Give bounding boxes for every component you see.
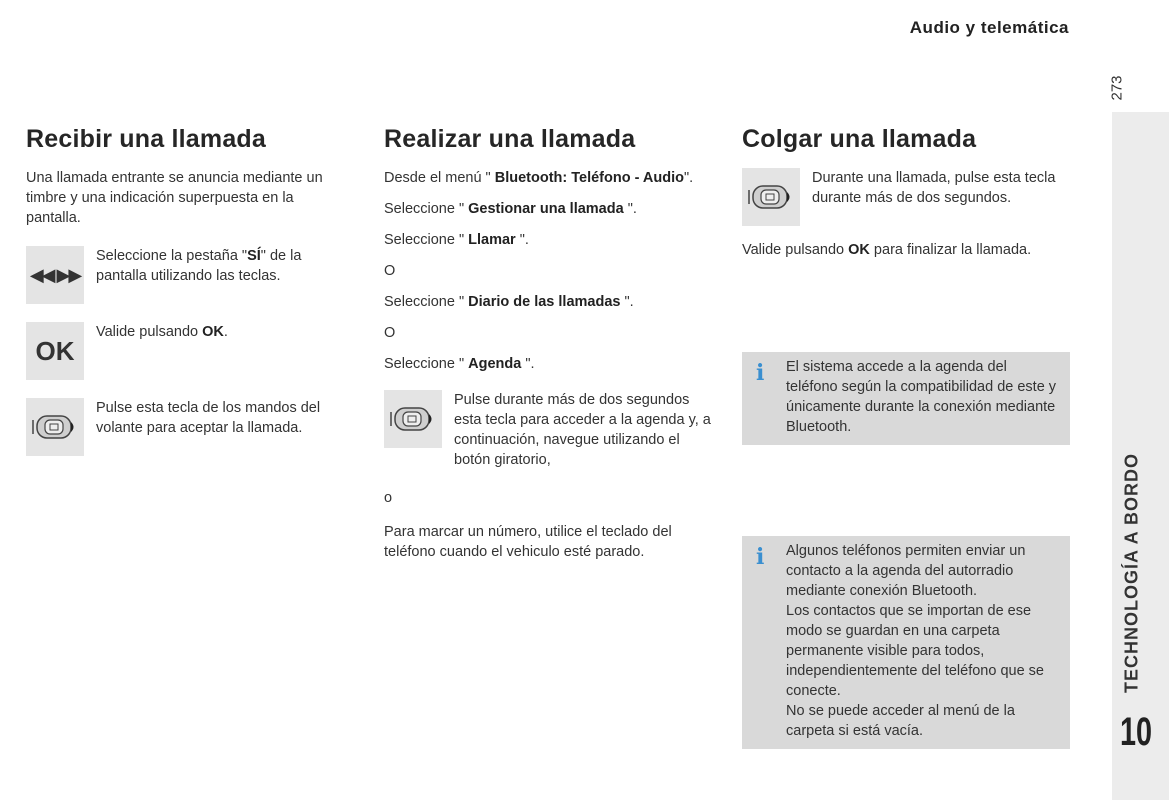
make-or-3: o	[384, 490, 393, 506]
step-select-tab	[26, 246, 346, 304]
make-line-log: Seleccione " Diario de las llamadas ".	[384, 294, 634, 310]
chapter-number: 10	[1120, 710, 1153, 754]
make-or-2: O	[384, 325, 396, 341]
info-icon: i	[756, 544, 765, 570]
step-steering-key	[26, 398, 346, 456]
steering-phone-key-icon	[384, 390, 442, 448]
info-icon: i	[756, 360, 765, 386]
make-line-agenda: Seleccione " Agenda ".	[384, 356, 535, 372]
step-validate-text: Valide pulsando OK.	[96, 324, 228, 340]
info-box-agenda	[742, 352, 1070, 445]
page-number: 273	[1108, 75, 1126, 101]
steering-phone-key-icon	[742, 168, 800, 226]
step-agenda-key-text: Pulse durante más de dos segundos esta tecla para acceder a la agenda y, a continuación, navegue utilizando el botón giratorio,	[454, 392, 711, 468]
title-receive-call: Recibir una llamada	[26, 125, 266, 153]
step-agenda-key	[384, 390, 714, 470]
info-box-contacts	[742, 536, 1070, 749]
info-contacts-text-3: No se puede acceder al menú de la carpeta si está vacía.	[786, 703, 1015, 739]
step-hangup-key-text: Durante una llamada, pulse esta tecla durante más de dos segundos.	[812, 170, 1056, 206]
title-make-call: Realizar una llamada	[384, 125, 636, 153]
column-make-call	[384, 125, 714, 573]
receive-intro: Una llamada entrante se anuncia mediante un timbre y una indicación superpuesta en la pantalla.	[26, 170, 323, 226]
ok-button-icon: OK	[26, 322, 84, 380]
step-steering-key-text: Pulse esta tecla de los mandos del volante para aceptar la llamada.	[96, 400, 321, 436]
steering-phone-key-icon	[26, 398, 84, 456]
section-header: Audio y telemática	[909, 18, 1069, 37]
make-line-menu: Desde el menú " Bluetooth: Teléfono - Audio".	[384, 170, 694, 186]
column-receive-call	[26, 125, 346, 474]
step-select-tab-text: Seleccione la pestaña "SÍ" de la pantalla utilizando las teclas.	[96, 248, 302, 284]
arrow-keys-icon: ◀◀ ▶▶	[26, 246, 84, 304]
make-line-manage: Seleccione " Gestionar una llamada ".	[384, 201, 637, 217]
info-contacts-text-1: Algunos teléfonos permiten enviar un contacto a la agenda del autorradio mediante conexión Bluetooth.	[786, 543, 1026, 599]
make-line-keypad: Para marcar un número, utilice el teclado del teléfono cuando el vehiculo esté parado.	[384, 524, 672, 560]
chapter-title: TECHNOLOGÍA A BORDO	[1121, 452, 1142, 693]
info-contacts-text-2: Los contactos que se importan de ese modo se guardan en una carpeta permanente visible para todos, independientemente del teléfono que se conecte.	[786, 603, 1044, 699]
info-agenda-text: El sistema accede a la agenda del teléfono según la compatibilidad de este y únicamente durante la conexión mediante Bluetooth.	[786, 359, 1057, 435]
title-hang-up: Colgar una llamada	[742, 125, 977, 153]
step-hangup-key	[742, 168, 1072, 226]
step-validate-ok	[26, 322, 346, 380]
column-hang-up	[742, 125, 1072, 271]
make-line-call: Seleccione " Llamar ".	[384, 232, 529, 248]
hangup-validate: Valide pulsando OK para finalizar la llamada.	[742, 242, 1032, 258]
make-or-1: O	[384, 263, 396, 279]
